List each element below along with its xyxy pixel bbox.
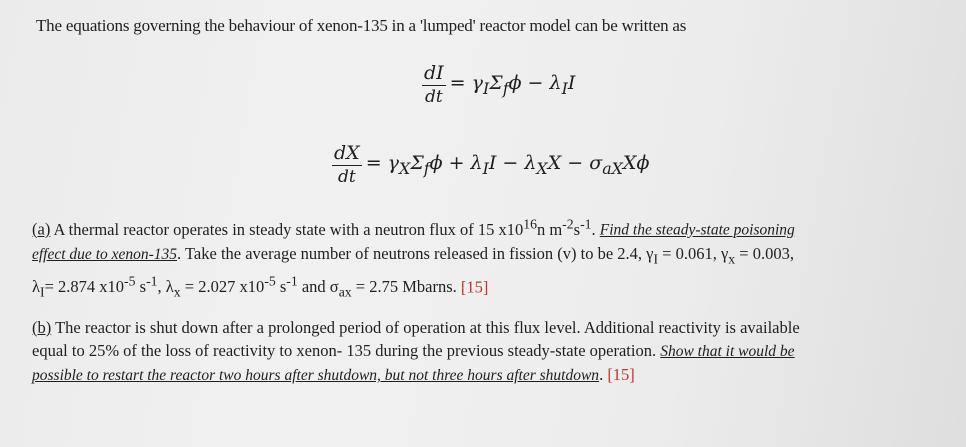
part-a-line-3-text: $\lambda_I= 2.874$ $x10^{-5}$ $s^{-1}$, $\lambda_x = 2.027$ $x10^{-5}$ $s^{-1}$ and $\sigma_{ax} = 2.75$ Mbarns.	[32, 273, 461, 300]
part-a-question	[32, 212, 932, 304]
part-a-line-2-text: . Take the average number of neutrons released in fission (v) to be 2.4, $\gamma_I = 0.061$, $\gamma_x = 0.003$,	[177, 243, 794, 266]
part-a-line-3	[32, 270, 932, 304]
part-b-line-3	[32, 363, 932, 387]
part-b-question	[32, 316, 932, 387]
xenon-derivative	[332, 142, 362, 187]
part-a-task-1: Find the steady-state poisoning	[599, 221, 795, 239]
part-a-task-2: effect due to xenon-135	[32, 245, 178, 263]
xenon-equation	[332, 142, 649, 187]
xenon-derivative-numerator: dX	[334, 142, 360, 164]
part-b-task-1: Show that it would be	[660, 343, 795, 360]
iodine-derivative-numerator: dI	[424, 62, 444, 84]
iodine-derivative-denominator: dt	[424, 87, 443, 107]
part-a-line-2	[32, 242, 932, 270]
part-a-line-1-text: A thermal reactor operates in steady state with a neutron flux of 15 $x10^{16}n$ $m^{-2}s^{-1}$.	[50, 216, 600, 239]
part-a-label: (a)	[32, 219, 51, 239]
part-b-label: (b)	[32, 318, 52, 337]
part-b-marks: [15]	[607, 365, 635, 384]
xenon-derivative-denominator: dt	[337, 167, 356, 187]
part-b-line-3-text: .	[599, 365, 608, 384]
part-b-line-1	[32, 316, 932, 339]
part-b-task-2: possible to restart the reactor two hours after shutdown, but not three hours after shutdown	[32, 367, 600, 384]
iodine-derivative	[422, 62, 446, 107]
part-a-line-1	[32, 212, 932, 242]
part-b-line-1-text: The reactor is shut down after a prolonged period of operation at this flux level. Additional reactivity is available	[51, 318, 800, 337]
part-b-line-2-text: equal to 25% of the loss of reactivity to xenon- 135 during the previous steady-state operation.	[32, 341, 661, 360]
part-a-marks: [15]	[460, 277, 489, 297]
iodine-equation	[422, 62, 575, 107]
intro-text: The equations governing the behaviour of xenon-135 in a 'lumped' reactor model can be written as	[36, 16, 687, 35]
iodine-equation-rhs: = $\gamma_I\Sigma_f\phi - \lambda_II$	[449, 71, 576, 98]
xenon-equation-rhs: = $\gamma_X\Sigma_f\phi + \lambda_II - \lambda_XX - \sigma_{aX}X\phi$	[365, 151, 650, 178]
part-b-line-2	[32, 339, 932, 363]
